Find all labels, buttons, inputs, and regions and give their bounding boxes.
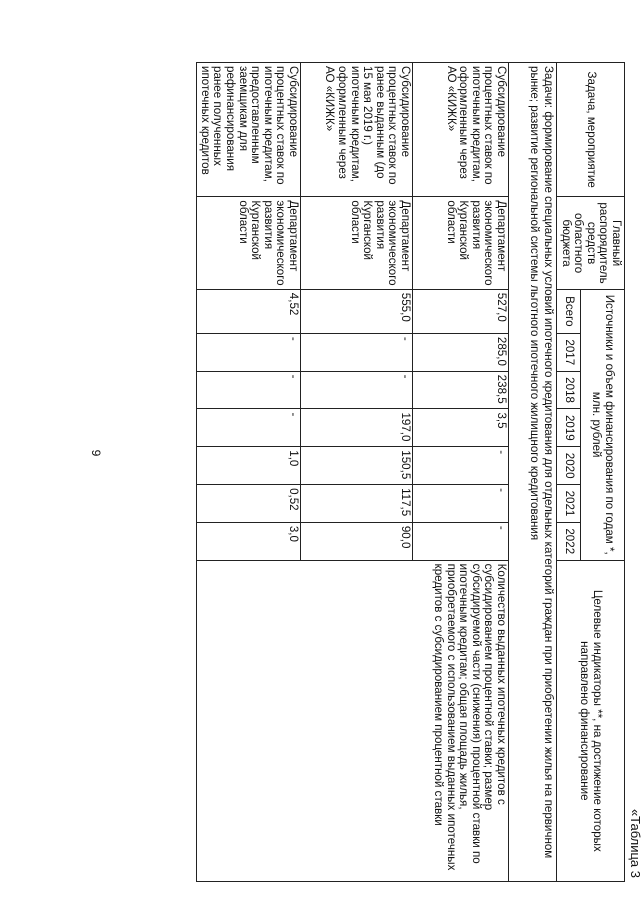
rotated-page-content xyxy=(198,62,643,882)
page-number: 9 xyxy=(89,449,103,457)
value-2018: - xyxy=(197,371,301,409)
value-total: 555,0 xyxy=(301,289,413,333)
event-cell: Субсидирование процентных ставок по ранее выданным (до 15 мая 2019 г.) ипотечным кредитам, оформленным через АО «КИЖК» xyxy=(301,63,413,197)
value-2019: 3,5 xyxy=(413,409,509,447)
task-row xyxy=(509,63,557,882)
manager-cell: Департамент экономического развития Курганской области xyxy=(197,197,301,289)
indicators-cell: Количество выданных ипотечных кредитов с субсидированием процентной ставки; размер субсидируемой части (снижения) процентной ставки по ипотечным кредитам; общая площадь жилья, приобретаемого с использованием выданных ипотечных кредитов с субсидированием процентной ставки xyxy=(197,560,509,881)
value-2019: 197,0 xyxy=(301,409,413,447)
value-2019: - xyxy=(197,409,301,447)
task-text: Задачи: формирование специальных условий ипотечного кредитования для отдельных категорий граждан при приобретении жилья на первичном рынке; развитие региональной системы льготного ипотечного жилищного кредитования xyxy=(509,63,557,882)
value-2017: - xyxy=(301,333,413,371)
value-2017: - xyxy=(197,333,301,371)
value-2021: - xyxy=(413,485,509,523)
financing-table xyxy=(196,62,625,882)
header-sources: Источники и объем финансирования по годам *, млн. рублей xyxy=(581,289,625,560)
table-caption: «Таблица 3 xyxy=(628,808,643,878)
header-indicators: Целевые индикаторы **, на достижение которых направлено финансирование xyxy=(557,560,625,881)
header-year-2019: 2019 xyxy=(557,409,581,447)
value-2020: - xyxy=(413,447,509,485)
value-2017: 285,0 xyxy=(413,333,509,371)
header-year-2017: 2017 xyxy=(557,333,581,371)
header-year-2020: 2020 xyxy=(557,447,581,485)
table-row xyxy=(413,63,509,882)
header-year-total: Всего xyxy=(557,289,581,333)
header-row xyxy=(581,63,625,882)
manager-cell: Департамент экономического развития Курганской области xyxy=(301,197,413,289)
value-total: 527,0 xyxy=(413,289,509,333)
value-2022: - xyxy=(413,522,509,560)
value-2021: 117,5 xyxy=(301,485,413,523)
value-total: 4,52 xyxy=(197,289,301,333)
value-2018: 238,5 xyxy=(413,371,509,409)
header-manager: Главный распорядитель средств областного бюджета xyxy=(557,197,625,289)
value-2020: 150,5 xyxy=(301,447,413,485)
manager-cell: Департамент экономического развития Курганской области xyxy=(413,197,509,289)
value-2021: 0,52 xyxy=(197,485,301,523)
value-2020: 1,0 xyxy=(197,447,301,485)
value-2022: 90,0 xyxy=(301,522,413,560)
event-cell: Субсидирование процентных ставок по ипотечным кредитам, оформленным через АО «КИЖК» xyxy=(413,63,509,197)
event-cell: Субсидирование процентных ставок по ипотечным кредитам, предоставленным заемщикам для рефинансирования ранее полученных ипотечных кредитов xyxy=(197,63,301,197)
value-2018: - xyxy=(301,371,413,409)
header-task-event: Задача, мероприятие xyxy=(557,63,625,197)
header-year-2021: 2021 xyxy=(557,485,581,523)
value-2022: 3,0 xyxy=(197,522,301,560)
header-year-2022: 2022 xyxy=(557,522,581,560)
header-year-2018: 2018 xyxy=(557,371,581,409)
